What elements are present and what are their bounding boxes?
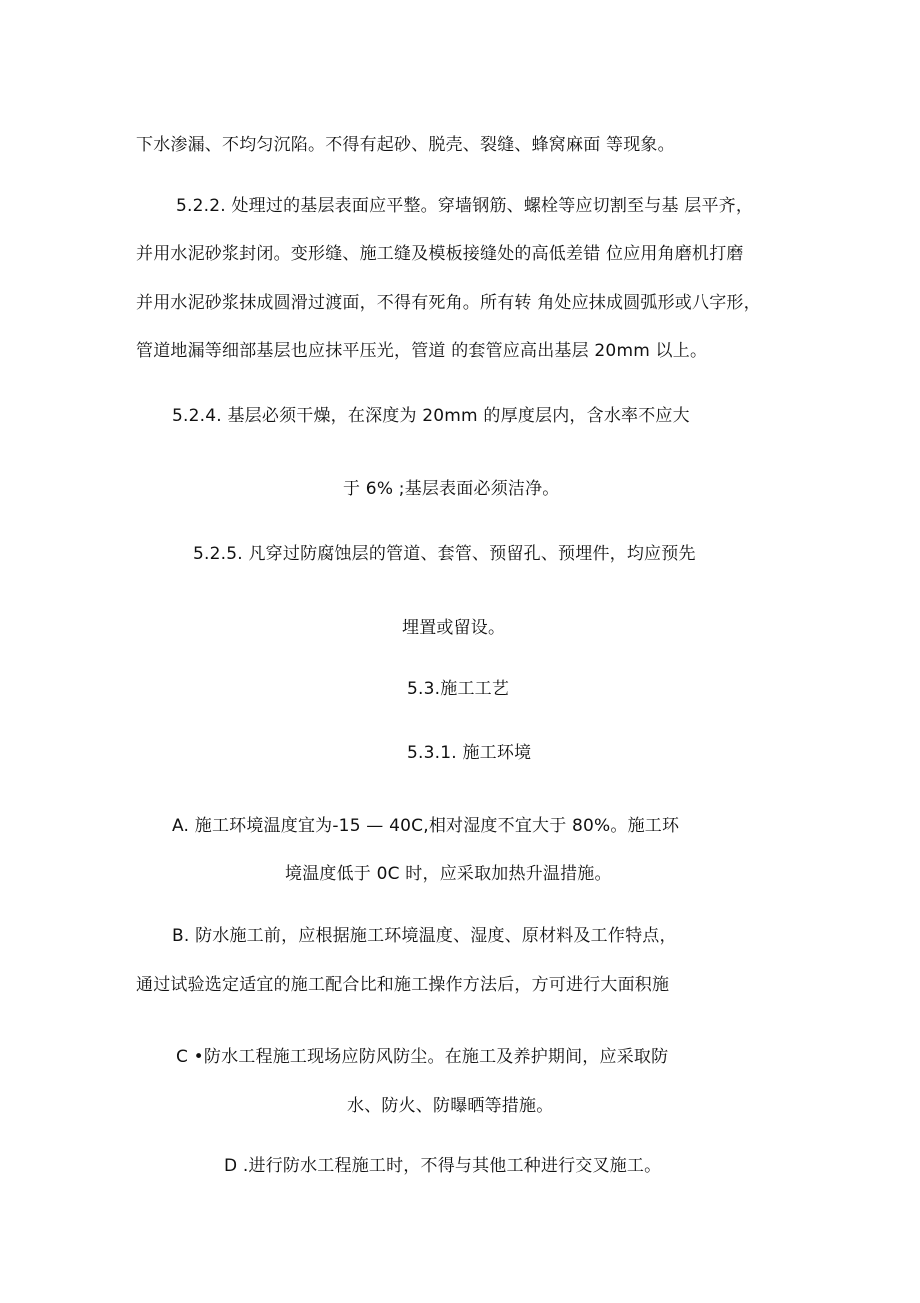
text-line: B. 防水施工前，应根据施工环境温度、湿度、原材料及工作特点， xyxy=(172,926,677,946)
text-line: 并用水泥砂浆抹成圆滑过渡面，不得有死角。所有转 角处应抹成圆弧形或八字形， xyxy=(136,293,761,313)
section-heading: 5.3.施工工艺 xyxy=(407,679,510,699)
text-line: 下水渗漏、不均匀沉陷。不得有起砂、脱壳、裂缝、蜂窝麻面 等现象。 xyxy=(136,135,675,155)
text-line: A. 施工环境温度宜为-15 — 40C,相对湿度不宜大于 80%。施工环 xyxy=(172,816,680,836)
text-line: 5.2.4. 基层必须干燥，在深度为 20mm 的厚度层内，含水率不应大 xyxy=(172,406,690,426)
text-line: 5.2.5. 凡穿过防腐蚀层的管道、套管、预留孔、预埋件，均应预先 xyxy=(193,544,696,564)
text-line: D .进行防水工程施工时，不得与其他工种进行交叉施工。 xyxy=(224,1156,662,1176)
text-line: 境温度低于 0C 时，应采取加热升温措施。 xyxy=(285,864,612,884)
text-line: 管道地漏等细部基层也应抹平压光，管道 的套管应高出基层 20mm 以上。 xyxy=(136,341,708,361)
text-line: 于 6% ;基层表面必须洁净。 xyxy=(343,479,560,499)
text-line: 埋置或留设。 xyxy=(402,618,506,638)
text-line: C •防水工程施工现场应防风防尘。在施工及养护期间，应采取防 xyxy=(176,1047,669,1067)
text-line: 并用水泥砂浆封闭。变形缝、施工缝及模板接缝处的高低差错 位应用角磨机打磨 xyxy=(136,244,744,264)
text-line: 5.2.2. 处理过的基层表面应平整。穿墙钢筋、螺栓等应切割至与基 层平齐， xyxy=(176,196,754,216)
text-line: 通过试验选定适宜的施工配合比和施工操作方法后，方可进行大面积施 xyxy=(136,975,670,995)
subsection-heading: 5.3.1. 施工环境 xyxy=(407,743,532,763)
text-line: 水、防火、防曝晒等措施。 xyxy=(347,1096,554,1116)
